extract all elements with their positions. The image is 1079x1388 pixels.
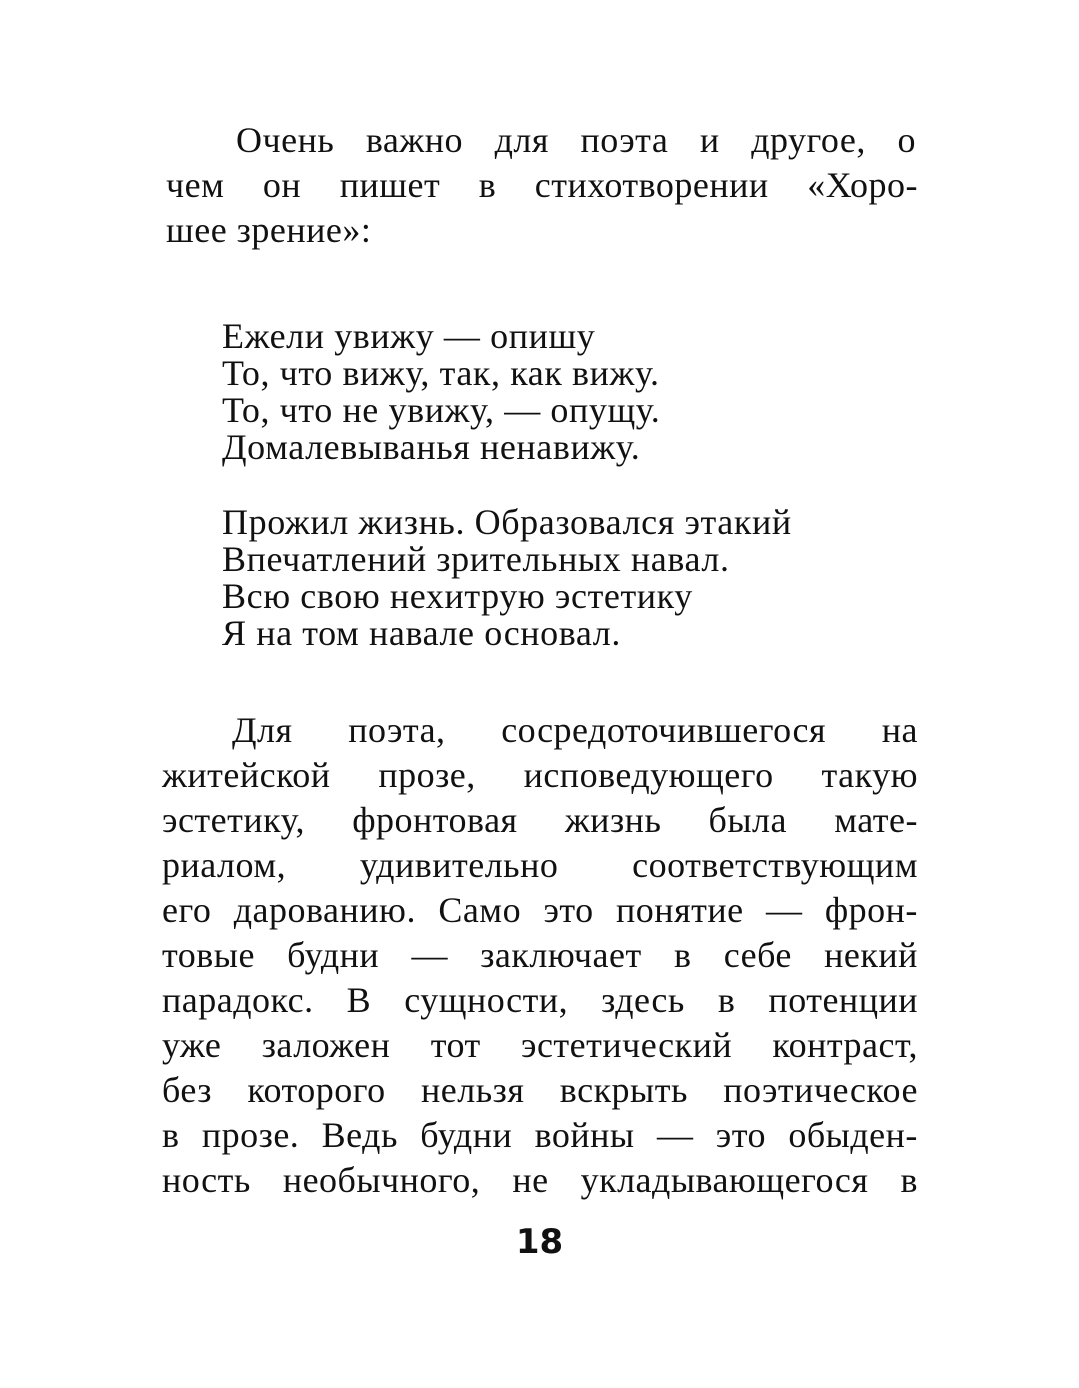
paragraph-line (162, 1022, 918, 1068)
word: мате- (834, 800, 918, 840)
word: поэта, (348, 710, 446, 750)
word: будни (420, 1115, 513, 1155)
word: в (162, 1115, 180, 1155)
word: дарованию. (233, 890, 416, 930)
word: тот (430, 1025, 481, 1065)
word: «Хоро- (807, 165, 918, 205)
word: Для (232, 710, 293, 750)
word: нельзя (421, 1070, 525, 1110)
word: — (411, 935, 448, 975)
word: необычного, (282, 1160, 481, 1200)
word: стихотворении (534, 165, 769, 205)
word: соответствующим (632, 845, 918, 885)
word: эстетический (521, 1025, 733, 1065)
word: это (715, 1115, 767, 1155)
word: была (708, 800, 787, 840)
word: риалом, (162, 845, 287, 885)
paragraph-line (162, 1112, 918, 1158)
paragraph-line (162, 752, 918, 798)
verse-line: Я на том навале основал. (222, 613, 621, 653)
word: не (512, 1160, 549, 1200)
word: себе (723, 935, 792, 975)
word: Ведь (321, 1115, 398, 1155)
word: Очень (236, 120, 335, 160)
word: эстетику, (162, 800, 306, 840)
word: о (897, 120, 916, 160)
word: — (765, 890, 803, 930)
word: без (162, 1070, 212, 1110)
word: поэтическое (723, 1070, 918, 1110)
page-number: 18 (515, 1222, 564, 1262)
verse-line: Ежели увижу — опишу (222, 316, 596, 356)
paragraph-line (162, 1157, 918, 1203)
paragraph-line (236, 117, 916, 163)
word: — (656, 1115, 694, 1155)
verse-line: Домалевыванья ненавижу. (222, 427, 641, 467)
word: укладывающегося (580, 1160, 869, 1200)
word: сосредоточившегося (501, 710, 827, 750)
paragraph-line (162, 977, 918, 1023)
word: вскрыть (559, 1070, 688, 1110)
word: чем (166, 165, 225, 205)
word: войны (534, 1115, 635, 1155)
word: его (162, 890, 212, 930)
word: заключает (480, 935, 642, 975)
verse-line: Впечатлений зрительных навал. (222, 539, 730, 579)
word: уже (162, 1025, 222, 1065)
word: такую (821, 755, 918, 795)
paragraph-line: шее зрение»: (166, 210, 372, 250)
word: парадокс. (162, 980, 314, 1020)
word: прозе, (378, 755, 476, 795)
word: товые (162, 935, 255, 975)
word: важно (365, 120, 463, 160)
word: он (262, 165, 302, 205)
word: В (346, 980, 372, 1020)
paragraph-line (162, 797, 918, 843)
word: здесь (601, 980, 685, 1020)
paragraph-line (162, 932, 918, 978)
word: заложен (261, 1025, 391, 1065)
word: обыден- (788, 1115, 918, 1155)
word: на (881, 710, 918, 750)
word: поэта (580, 120, 669, 160)
word: понятие (616, 890, 744, 930)
word: пишет (339, 165, 441, 205)
word: житейской (162, 755, 331, 795)
word: в (717, 980, 736, 1020)
verse-line: То, что вижу, так, как вижу. (222, 353, 660, 393)
word: в (900, 1160, 918, 1200)
word: жизнь (564, 800, 662, 840)
word: и (699, 120, 720, 160)
word: фронтовая (352, 800, 518, 840)
word: прозе. (201, 1115, 300, 1155)
word: Само (438, 890, 522, 930)
paragraph-line (166, 162, 918, 208)
word: контраст, (772, 1025, 918, 1065)
word: ность (162, 1160, 251, 1200)
verse-line: То, что не увижу, — опущу. (222, 390, 661, 430)
word: исповедующего (523, 755, 774, 795)
verse-line: Всю свою нехитрую эстетику (222, 576, 693, 616)
word: удивительно (359, 845, 559, 885)
word: другое, (751, 120, 866, 160)
word: которого (247, 1070, 386, 1110)
word: в (673, 935, 692, 975)
word: в (478, 165, 497, 205)
word: сущности, (404, 980, 569, 1020)
word: фрон- (824, 890, 918, 930)
word: это (543, 890, 594, 930)
word: некий (824, 935, 918, 975)
word: потенции (768, 980, 918, 1020)
word: для (494, 120, 549, 160)
paragraph-line (162, 842, 918, 888)
paragraph-line (162, 1067, 918, 1113)
word: будни (287, 935, 380, 975)
paragraph-line (232, 707, 918, 753)
paragraph-line (162, 887, 918, 933)
verse-line: Прожил жизнь. Образовался этакий (222, 502, 792, 542)
